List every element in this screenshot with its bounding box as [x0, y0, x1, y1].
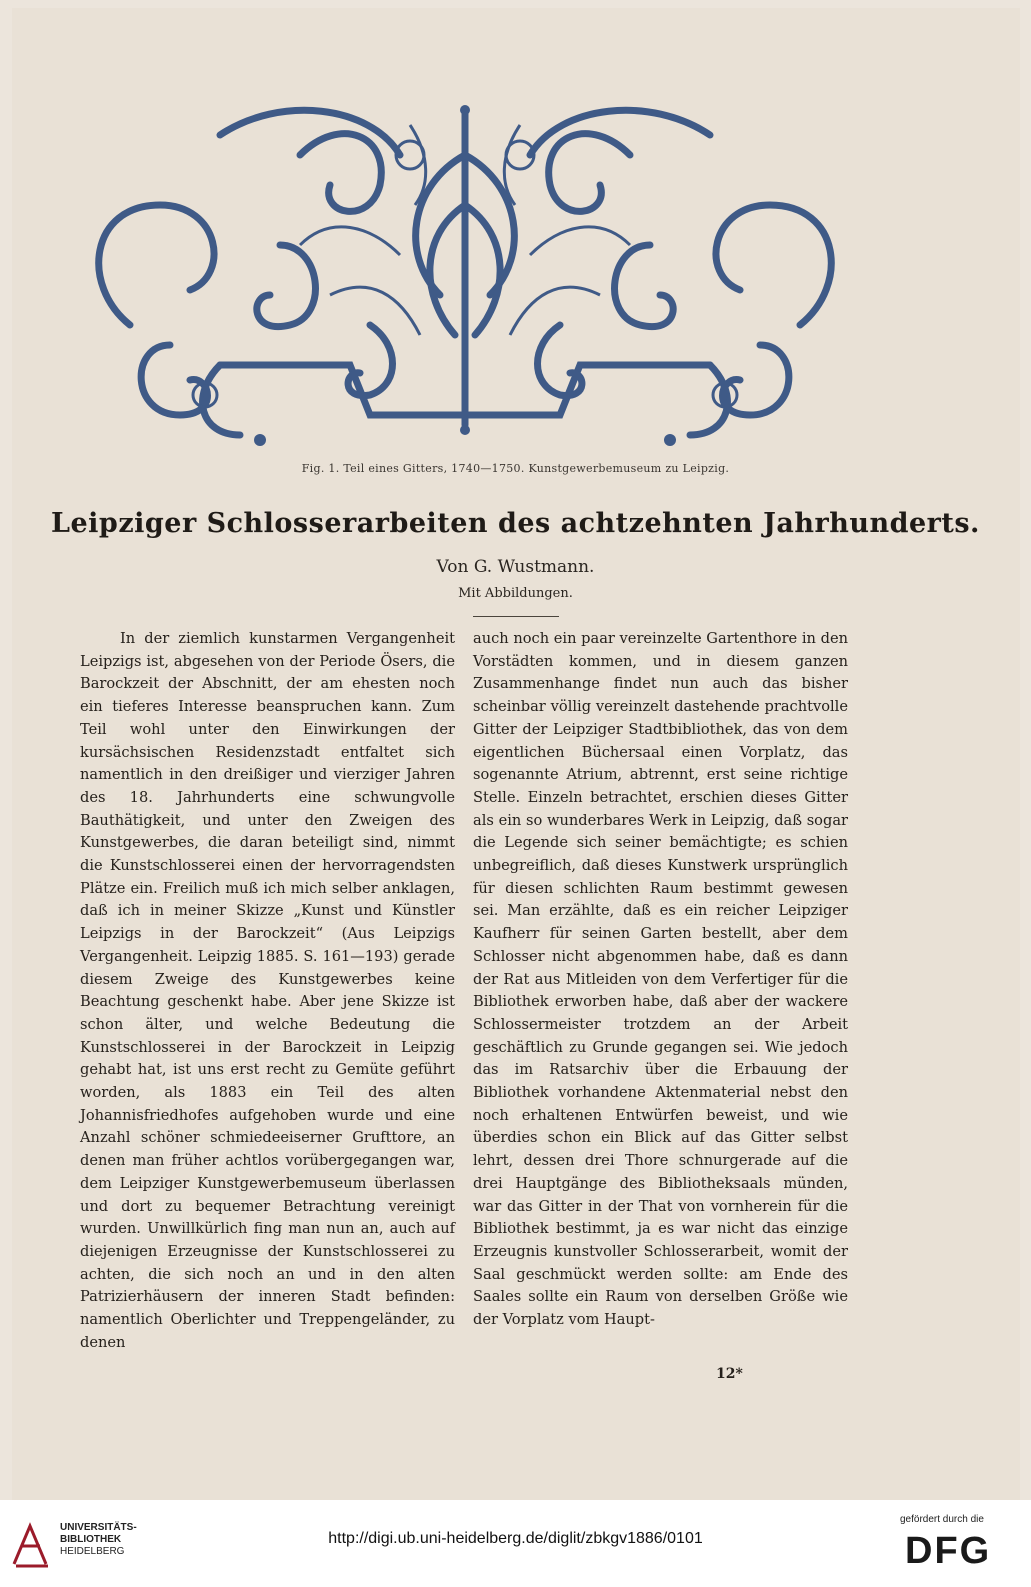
page-number: 12* — [716, 1366, 743, 1382]
source-url-link[interactable]: http://digi.ub.uni-heidelberg.de/diglit/zbkgv1886/0101 — [328, 1530, 703, 1547]
right-column-paragraph: auch noch ein paar vereinzelte Gartenthore in den Vorstädten kommen, und in diesem ganzen Zusammenhange findet nun auch das bisher scheinbar völlig vereinzelt dastehende prachtvolle Gitter der Leipziger Stadtbibliothek, das von dem eigentlichen Büchersaal einen Vorplatz, das sogenannte Atrium, abtrennt, erst seine richtige Stelle. Einzeln betrachtet, erschien dieses Gitter als ein so wunderbares Werk in Leipzig, daß sogar die Legende sich seiner bemächtigte; es schien unbegreiflich, daß dieses Kunstwerk ursprünglich für diesen schlichten Raum bestimmt gewesen sei. Man erzählte, daß es ein reicher Leipziger Kaufherr für seinen Garten bestellt, aber dem Schlosser nicht abgenommen habe, daß es dann der Rat aus Mitleiden von dem Verfertiger für die Bibliothek erworben habe, daß aber der wackere Schlossermeister trotzdem an der Arbeit geschäftlich zu Grunde gegangen sei. Wie jedoch das im Ratsarchiv über die Erbauung der Bibliothek vorhandene Aktenmaterial nebst den noch erhaltenen Entwürfen beweist, und wie überdies schon ein Blick auf das Gitter selbst lehrt, dessen drei Thore schnurgerade auf die drei Hauptgänge des Bibliotheksaals münden, war das Gitter in der That von vornherein für die Bibliothek bestimmt, ja es war nicht das einzige Erzeugnis kunstvoller Schlosserarbeit, womit der Saal geschmückt werden sollte: am Ende des Saales sollte ein Raum von derselben Größe wie der Vorplatz vom Haupt- — [473, 630, 848, 1329]
article-title: Leipziger Schlosserarbeiten des achtzehnten Jahrhunderts. — [51, 508, 980, 539]
dfg-logo: DFG — [905, 1530, 992, 1572]
title-divider — [473, 616, 559, 617]
figure-caption: Fig. 1. Teil eines Gitters, 1740—1750. Kunstgewerbemuseum zu Leipzig. — [301, 462, 730, 475]
left-column-paragraph: In der ziemlich kunstarmen Vergangenheit Leipzigs ist, abgesehen von der Periode Ösers, die Barockzeit der Abschnitt, der am ehesten noch ein tieferes Interesse beanspruchen kann. Zum Teil wohl unter den Einwirkungen der kursächsischen Residenzstadt entfaltet sich namentlich in den dreißiger und vierziger Jahren des 18. Jahrhunderts eine schwungvolle Bauthätigkeit, und unter den Zweigen des Kunstgewerbes, die daran beteiligt sind, nimmt die Kunstschlosserei einen der hervorragendsten Plätze ein. Freilich muß ich mich selber anklagen, daß ich in meiner Skizze „Kunst und Künstler Leipzigs in der Barockzeit“ (Aus Leipzigs Vergangenheit. Leipzig 1885. S. 161—193) gerade diesem Zweige des Kunstgewerbes keine Beachtung geschenkt habe. Aber jene Skizze ist schon älter, und welche Bedeutung die Kunstschlosserei in der Barockzeit in Leipzig gehabt hat, ist uns erst recht zu Gemüte geführt worden, als 1883 ein Teil des alten Johannisfriedhofes aufgehoben wurde und eine Anzahl schöner schmiedeeiserner Grufttore, an denen man früher achtlos vorübergegangen war, dem Leipziger Kunstgewerbemuseum überlassen und dort zu bequemer Betrachtung vereinigt wurden. Unwillkürlich fing man nun an, auch auf diejenigen Erzeugnisse der Kunstschlosserei zu achten, die sich noch an und in den alten Patrizierhäusern der inneren Stadt befinden: namentlich Oberlichter und Treppengeländer, zu denen — [80, 630, 455, 1351]
text-column-left — [80, 628, 455, 1355]
library-line-3: HEIDELBERG — [60, 1546, 125, 1557]
funding-label: gefördert durch die — [900, 1514, 984, 1525]
text-column-right — [473, 628, 848, 1332]
wrought-iron-gate-ornament — [70, 95, 860, 455]
library-line-1: UNIVERSITÄTS- — [60, 1522, 137, 1533]
illustrations-note: Mit Abbildungen. — [458, 586, 573, 601]
article-author: Von G. Wustmann. — [436, 557, 595, 577]
library-line-2: BIBLIOTHEK — [60, 1534, 122, 1545]
footer-bar — [0, 1500, 1031, 1587]
